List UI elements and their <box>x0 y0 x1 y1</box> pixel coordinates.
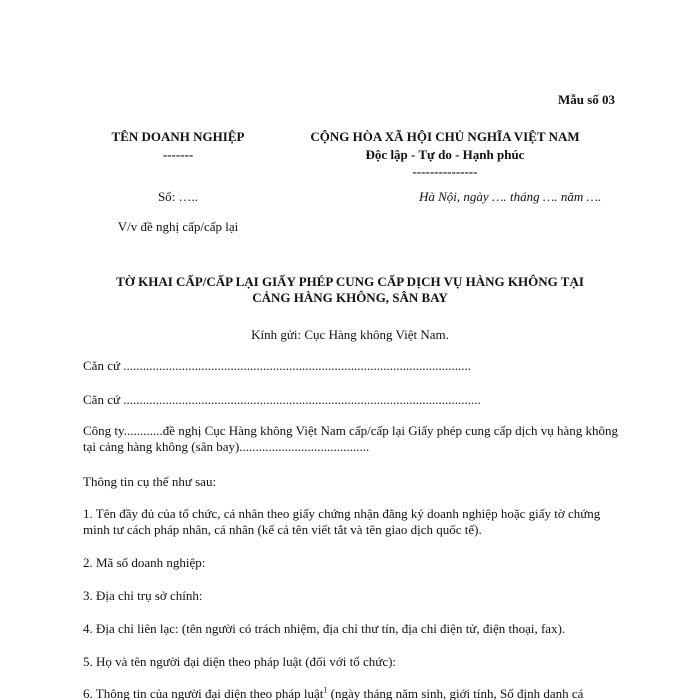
basis-line-1: Căn cứ ........................................................................................................... <box>83 358 472 373</box>
motto-rule: --------------- <box>412 164 478 179</box>
footnote-marker: 1 <box>323 685 328 695</box>
form-number: Mẫu số 03 <box>558 92 616 107</box>
item-4: 4. Địa chỉ liên lạc: (tên người có trách nhiệm, địa chỉ thư tín, địa chỉ điện tử, điện thoại, fax). <box>83 621 566 636</box>
item-6-end: (ngày tháng năm sinh, giới tính, Số định danh cá <box>327 686 584 700</box>
basis-line-2: Căn cứ .............................................................................................................. <box>83 392 481 407</box>
details-intro: Thông tin cụ thể như sau: <box>83 474 217 489</box>
recipient: Kính gửi: Cục Hàng không Việt Nam. <box>251 327 449 342</box>
company-request-paragraph: Công ty............đề nghị Cục Hàng không Việt Nam cấp/cấp lại Giấy phép cung cấp dịch vụ hàng không tại cảng hàng không (sân bay)........................................ <box>83 423 618 454</box>
document-number: Số: ….. <box>157 189 199 204</box>
item-1: 1. Tên đầy đủ của tổ chức, cá nhân theo giấy chứng nhận đăng ký doanh nghiệp hoặc giấy tờ chứng minh tư cách pháp nhân, cá nhân (kể cả tên viết tắt và tên giao dịch quốc tế). <box>83 506 601 537</box>
item-2: 2. Mã số doanh nghiệp: <box>83 555 206 570</box>
document-title-line-2: CẢNG HÀNG KHÔNG, SÂN BAY <box>252 290 448 305</box>
subject-line: V/v đề nghị cấp/cấp lại <box>117 219 239 234</box>
motto: Độc lập - Tự do - Hạnh phúc <box>365 147 525 162</box>
company-name: TÊN DOANH NGHIỆP <box>111 129 245 144</box>
item-6-start: 6. Thông tin của người đại diện theo pháp luật <box>83 686 324 700</box>
item-3: 3. Địa chỉ trụ sở chính: <box>83 588 203 603</box>
place-date: Hà Nội, ngày …. tháng …. năm …. <box>419 189 602 204</box>
item-5: 5. Họ và tên người đại diện theo pháp luật (đối với tổ chức): <box>83 654 397 669</box>
document-title-line-1: TỜ KHAI CẤP/CẤP LẠI GIẤY PHÉP CUNG CẤP DỊCH VỤ HÀNG KHÔNG TẠI <box>116 274 584 289</box>
company-rule: ------- <box>162 147 194 162</box>
country-name: CỘNG HÒA XÃ HỘI CHỦ NGHĨA VIỆT NAM <box>310 129 580 144</box>
item-6 <box>83 686 583 700</box>
